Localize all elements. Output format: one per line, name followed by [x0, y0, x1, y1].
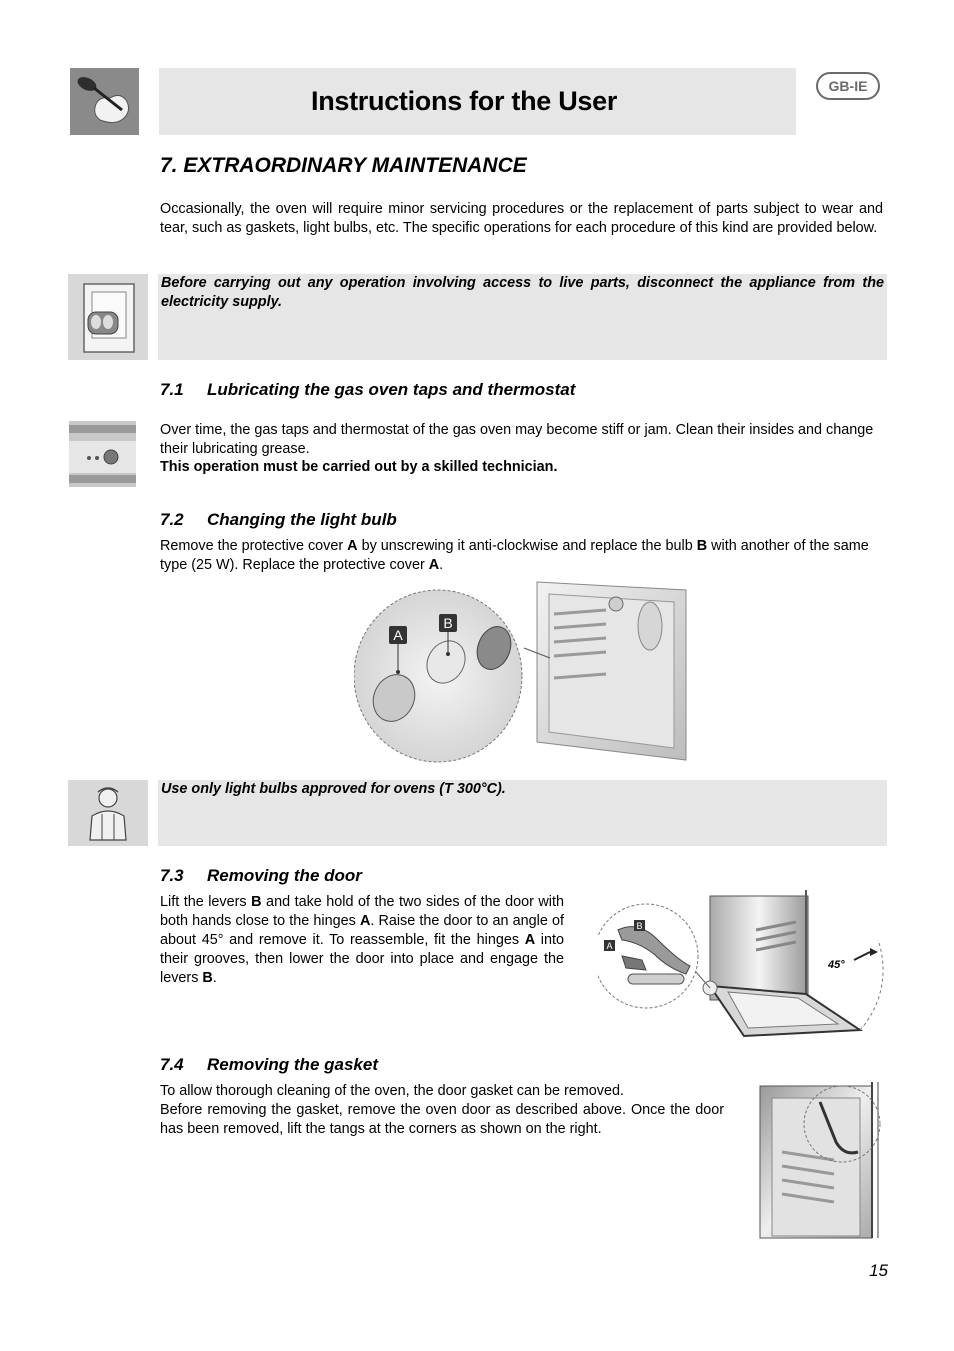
figure-label-a: A: [393, 627, 403, 643]
subsection-heading: Changing the light bulb: [207, 510, 397, 529]
subsection-7-3-title: [160, 866, 362, 886]
light-bulb-figure: [354, 580, 689, 764]
subsection-number: 7.3: [160, 866, 184, 885]
angle-label: 45°: [828, 959, 845, 971]
electrical-socket-icon: [68, 274, 148, 360]
page-title: Instructions for the User: [311, 86, 618, 116]
technician-warning: This operation must be carried out by a skilled technician.: [160, 459, 558, 475]
subsection-number: 7.1: [160, 380, 184, 399]
page-number: 15: [869, 1261, 888, 1280]
subsection-7-2-title: [160, 510, 397, 530]
note-icon-box: [68, 780, 148, 846]
subsection-number: 7.4: [160, 1055, 184, 1074]
subsection-number: 7.2: [160, 510, 184, 529]
hinge-label-b: B: [636, 921, 643, 931]
subsection-heading: Removing the gasket: [207, 1055, 378, 1074]
subsection-7-1-title: [160, 380, 575, 400]
warning-icon-box: [68, 274, 148, 360]
subsection-7-2-text: Remove the protective cover A by unscrewing it anti-clockwise and replace the bulb B with another of the same type (25 W). Replace the protective cover A.: [160, 538, 869, 573]
section-title: 7. EXTRAORDINARY MAINTENANCE: [160, 154, 527, 177]
figure-label-b: B: [443, 615, 453, 631]
chef-spoon-icon: [70, 68, 139, 135]
subsection-7-3-text: Lift the levers B and take hold of the two sides of the door with both hands close to the hinges A. Raise the door to an angle of about 45° and remove it. To reassemble, fit the hinges A into their grooves, then lower the door into place and engage the levers B.: [160, 894, 564, 986]
subsection-7-4-title: [160, 1055, 378, 1075]
control-knob-panel-icon: [69, 421, 136, 487]
subsection-7-4-line-1: To allow thorough cleaning of the oven, the door gasket can be removed.: [160, 1083, 624, 1099]
technician-icon: [68, 780, 148, 846]
region-badge: GB-IE: [816, 72, 880, 100]
intro-paragraph: Occasionally, the oven will require minor servicing procedures or the replacement of parts subject to wear and tear, such as gaskets, light bulbs, etc. The specific operations for each procedure of this kind are provided below.: [160, 201, 883, 236]
subsection-7-4-line-2: Before removing the gasket, remove the oven door as described above. Once the door has been removed, lift the tangs at the corners as shown on the right.: [160, 1102, 724, 1137]
bulb-note-text: Use only light bulbs approved for ovens (T 300°C).: [161, 781, 506, 797]
subsection-7-1-text: Over time, the gas taps and thermostat of the gas oven may become stiff or jam. Clean their insides and change their lubricating grease.: [160, 422, 874, 457]
hinge-label-a: A: [606, 941, 613, 951]
door-removal-figure: [598, 890, 890, 1040]
warning-text: Before carrying out any operation involving access to live parts, disconnect the appliance from the electricity supply.: [161, 275, 884, 310]
subsection-heading: Lubricating the gas oven taps and thermostat: [207, 380, 576, 399]
subsection-heading: Removing the door: [207, 866, 362, 885]
logo: [70, 68, 139, 135]
gasket-figure: [758, 1082, 884, 1240]
